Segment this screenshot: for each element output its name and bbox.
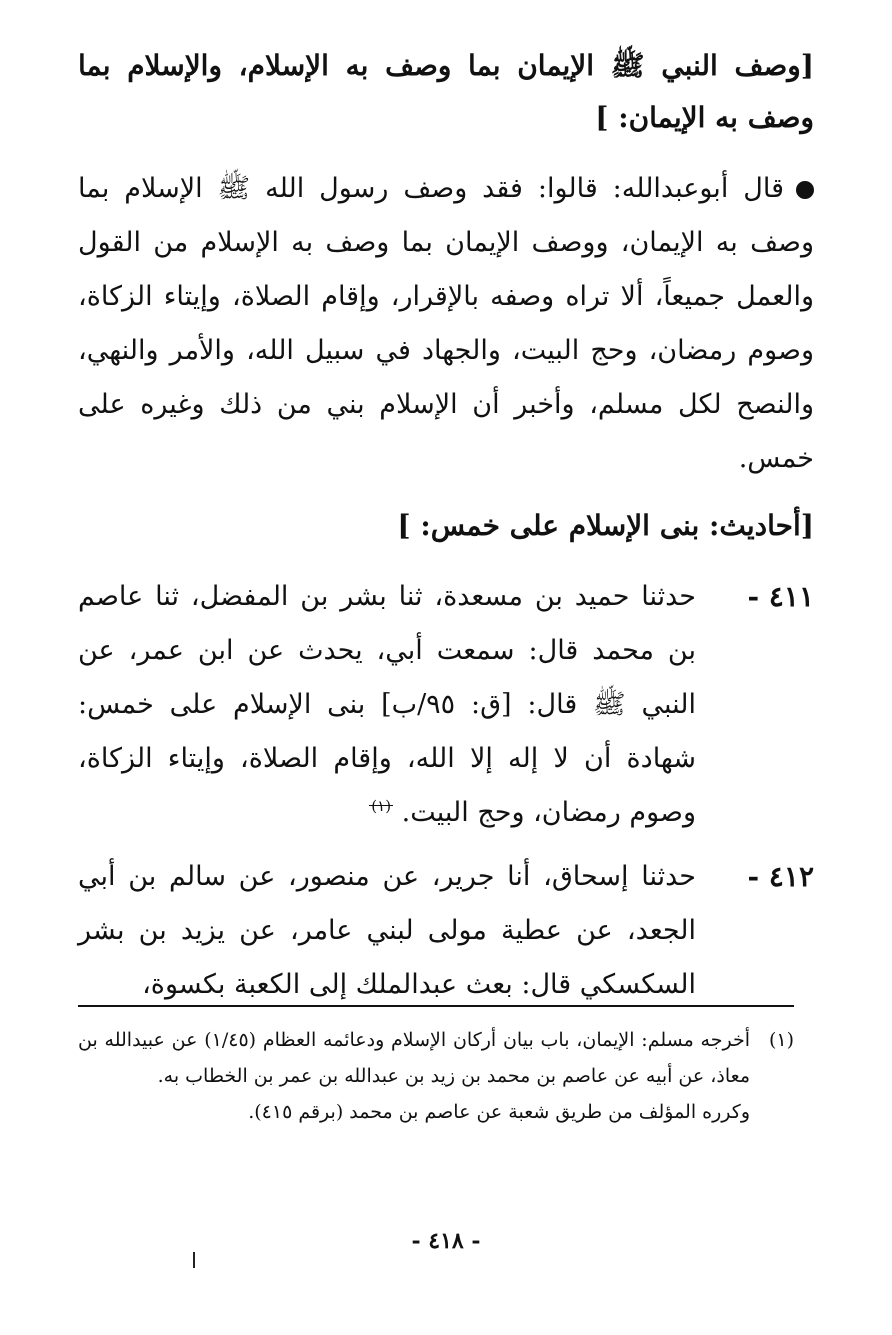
paragraph-text: قال أبوعبدالله: قالوا: فقد وصف رسول الله ﷺ الإسلام بما وصف به الإيمان، ووصف الإيمان بما وصف به الإسلام من القول والعمل جميعاً، ألا تراه وصفه بالإقرار، وإقام الصلاة، وإيتاء الزكاة، وصوم رمضان، وحج البيت، والجهاد في سبيل الله، والأمر والنهي، والنصح لكل مسلم، وأخبر أن الإسلام بني من ذلك وغيره على خمس.: [78, 173, 814, 474]
hadith-text: [78, 850, 696, 1012]
paragraph-abu-abdillah: [78, 162, 814, 486]
footnote-number: (١): [768, 1029, 794, 1051]
footnote-reference[interactable]: (١): [371, 797, 392, 815]
hadith-number: ٤١٢ -: [747, 860, 814, 893]
section-heading-iman-islam: [وصف النبي ﷺ الإيمان بما وصف به الإسلام، والإسلام بما وصف به الإيمان: ]: [78, 49, 814, 134]
footnote-text: أخرجه مسلم: الإيمان، باب بيان أركان الإسلام ودعائمه العظام (١/٤٥) عن عبيدالله بن معاذ، عن أبيه عن عاصم بن محمد بن زيد بن عبدالله بن عمر بن الخطاب به.: [78, 1029, 750, 1087]
stray-print-mark: [193, 1252, 195, 1268]
footnote-divider: [78, 1005, 794, 1007]
hadith-412: [78, 850, 814, 1012]
hadith-text: [78, 570, 696, 840]
section-heading-ahadith: [أحاديث: بنى الإسلام على خمس: ]: [397, 509, 814, 542]
hadith-411: [78, 570, 814, 840]
hadith-body: حدثنا حميد بن مسعدة، ثنا بشر بن المفضل، ثنا عاصم بن محمد قال: سمعت أبي، يحدث عن ابن عمر، عن النبي ﷺ قال: [ق: ٩٥/ب] بنى الإسلام على خمس: شهادة أن لا إله إلا الله، وإقام الصلاة، وإيتاء الزكاة، وصوم رمضان، وحج البيت.: [78, 581, 696, 828]
footnotes: [78, 1022, 794, 1130]
footnote-extra: وكرره المؤلف من طريق شعبة عن عاصم بن محمد (برقم ٤١٥).: [248, 1101, 750, 1123]
page-number: - ٤١٨ -: [411, 1228, 481, 1254]
hadith-body: حدثنا إسحاق، أنا جرير، عن منصور، عن سالم بن أبي الجعد، عن عطية مولى لبني عامر، عن يزيد بن بشر السكسكي قال: بعث عبدالملك إلى الكعبة بكسوة،: [78, 861, 696, 1000]
footnote-1: [78, 1022, 794, 1094]
hadith-number: ٤١١ -: [747, 580, 814, 613]
bullet-icon: [796, 181, 814, 199]
